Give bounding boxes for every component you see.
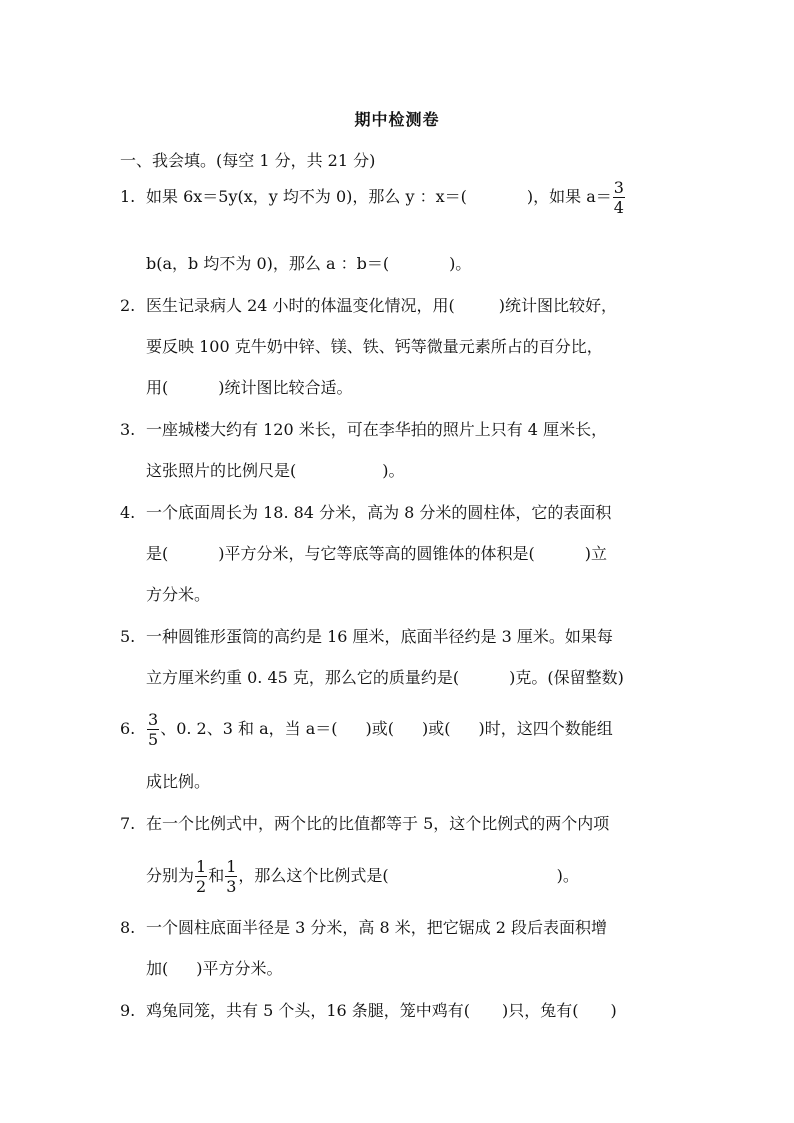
page-title: 期中检测卷 (354, 110, 440, 129)
question-3-line-2: 这张照片的比例尺是( )。 (146, 461, 405, 480)
question-8-line-2: 加( )平方分米。 (146, 959, 283, 978)
question-7-line-2: 分别为 $\frac{1}{2}$ 和 $\frac{1}{3}$ ，那么这个比例式是( )。 (146, 857, 579, 896)
question-4-line-2: 是( )平方分米，与它等底等高的圆锥体的体积是( )立 (146, 544, 607, 563)
question-2-line-3: 用( )统计图比较合适。 (146, 378, 353, 397)
question-number: 5. (120, 627, 136, 646)
question-2-line-2: 要反映 100 克牛奶中锌、镁、铁、钙等微量元素所占的百分比， (146, 337, 603, 356)
question-number: 2. (120, 296, 136, 315)
question-4-line-1: 4. 一个底面周长为 18. 84 分米，高为 8 分米的圆柱体，它的表面积 (120, 503, 612, 522)
question-4-line-3: 方分米。 (146, 585, 211, 604)
question-3-line-1: 3. 一座城楼大约有 120 米长，可在李华拍的照片上只有 4 厘米长， (120, 420, 608, 439)
fraction: $\frac{3}{5}$ (148, 710, 159, 749)
question-number: 7. (120, 814, 136, 833)
fraction: $\frac{1}{2}$ (196, 857, 207, 896)
question-9-line-1: 9. 鸡兔同笼，共有 5 个头，16 条腿，笼中鸡有( )只，兔有( ) (120, 1001, 617, 1020)
question-6-line-1: 6. $\frac{3}{5}$ 、0. 2、3 和 a，当 a＝( )或( )或( )时，这四个数能组 (120, 705, 613, 753)
question-number: 8. (120, 918, 136, 937)
question-1-line-2: b(a，b 均不为 0)，那么 a ：b＝( )。 (146, 254, 472, 273)
fraction: $\frac{1}{3}$ (226, 857, 237, 896)
question-number: 6. (120, 719, 136, 738)
question-7-line-1: 7. 在一个比例式中，两个比的比值都等于 5，这个比例式的两个内项 (120, 814, 610, 833)
question-number: 3. (120, 420, 136, 439)
question-number: 9. (120, 1001, 136, 1020)
question-number: 4. (120, 503, 136, 522)
question-number: 1. (120, 187, 136, 206)
question-5-line-1: 5. 一种圆锥形蛋筒的高约是 16 厘米，底面半径约是 3 厘米。如果每 (120, 627, 613, 646)
question-2-line-1: 2. 医生记录病人 24 小时的体温变化情况，用( )统计图比较好， (120, 296, 618, 315)
fraction: $\frac{3}{4}$ (613, 178, 624, 217)
question-6-line-2: 成比例。 (146, 772, 211, 791)
question-5-line-2: 立方厘米约重 0. 45 克，那么它的质量约是( )克。(保留整数) (146, 668, 624, 687)
question-8-line-1: 8. 一个圆柱底面半径是 3 分米，高 8 米，把它锯成 2 段后表面积增 (120, 918, 608, 937)
section-heading: 一、我会填。(每空 1 分，共 21 分) (120, 151, 376, 170)
question-1-line-1: 1. 如果 6x＝5y(x，y 均不为 0)，那么 y ：x＝( )，如果 a＝ $\frac{3}{4}$ (120, 172, 626, 222)
